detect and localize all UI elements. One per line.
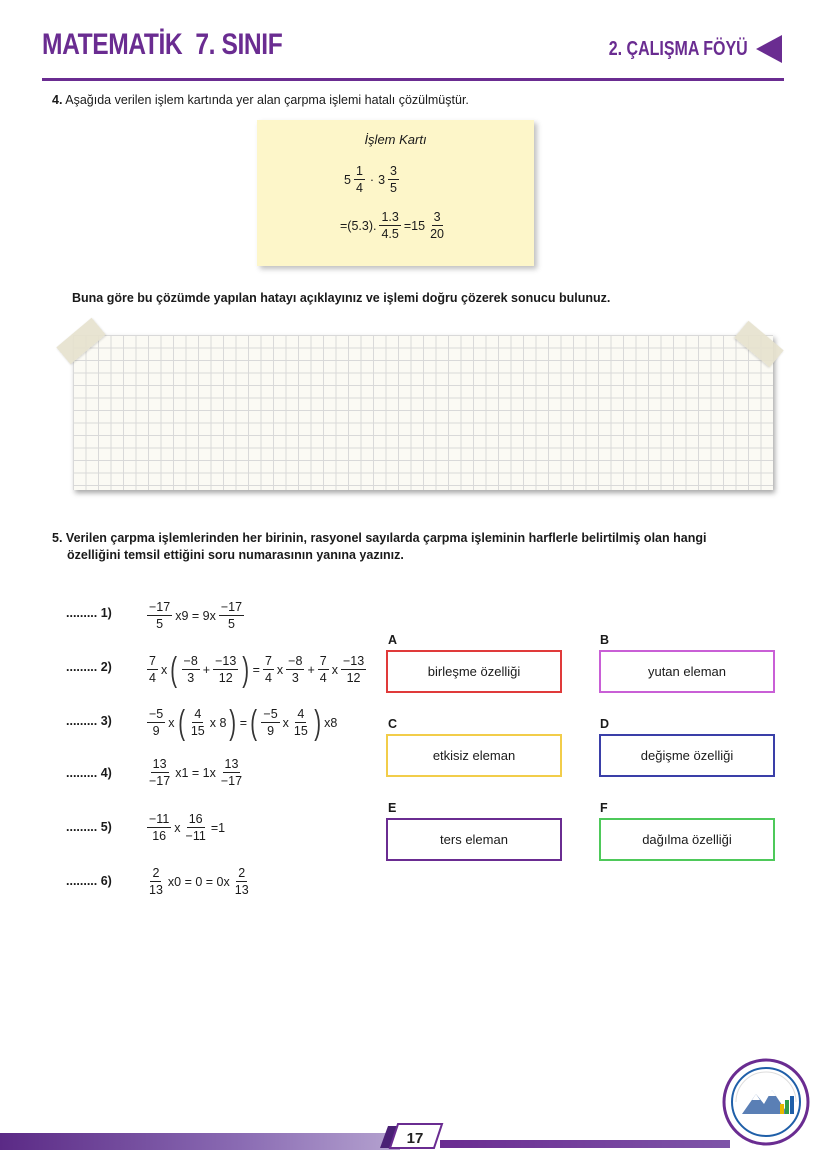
operator: · (369, 172, 375, 187)
fraction: $\frac{1.3}{4.5}$ (381, 210, 399, 241)
item-4-label: ......... 4) (66, 766, 112, 780)
option-f-box: dağılma özelliği (599, 818, 775, 861)
question-5-prompt (52, 530, 706, 564)
item-1-label: ......... 1) (66, 606, 112, 620)
option-d-box: değişme özelliği (599, 734, 775, 777)
question-5-number: 5. (52, 531, 63, 545)
page-number: 17 (406, 1130, 424, 1147)
option-b-letter: B (600, 633, 610, 647)
item-6-expression: $\frac{2}{13}$ x0 = 0 = 0x $\frac{2}{13}$ (149, 866, 249, 897)
option-b-box: yutan eleman (599, 650, 775, 693)
card-line-1 (343, 164, 401, 195)
option-d-letter: D (600, 717, 610, 731)
item-3-label: ......... 3) (66, 714, 112, 728)
item-3-expression: $\frac{-5}{9}$ x ( $\frac{4}{15}$ x 8 ) = ( $\frac{-5}{9}$ x $\frac{4}{15}$ ) x8 (149, 703, 338, 742)
footer-band-right (440, 1140, 730, 1148)
option-a-letter: A (388, 633, 398, 647)
footer-band (0, 1133, 400, 1150)
header-divider (42, 78, 784, 81)
page-number-badge (380, 1122, 450, 1150)
fraction: $\frac{1}{4}$ (355, 164, 363, 195)
question-5-text-2: özelliğini temsil ettiğini soru numarasının yanına yazınız. (67, 548, 404, 562)
expression-result: =15 (403, 218, 426, 233)
fraction: $\frac{3}{20}$ (430, 210, 444, 241)
item-4-expression: $\frac{13}{-17}$ x1 = 1x $\frac{13}{-17}$ (149, 757, 243, 788)
option-c-letter: C (388, 717, 398, 731)
operation-card (257, 120, 534, 266)
question-4-number: 4. (52, 93, 63, 107)
option-e-box: ters eleman (386, 818, 562, 861)
card-title: İşlem Kartı (364, 132, 427, 147)
header-title (42, 28, 282, 62)
subject-title: MATEMATİK (42, 28, 183, 61)
item-2-expression: $\frac{7}{4}$ x ( $\frac{-8}{3}$ + $\frac{-13}{12}$ ) = $\frac{7}{4}$ x $\frac{-8}{3}$ + $\frac{7}{4}$ x $\frac{-13}{12}$ (149, 650, 365, 689)
mixed-whole: 3 (378, 172, 386, 187)
mixed-whole: 5 (344, 172, 351, 187)
option-f-letter: F (600, 801, 608, 815)
answer-grid-area[interactable] (73, 335, 773, 490)
question-4-instruction: Buna göre bu çözümde yapılan hatayı açıklayınız ve işlemi doğru çözerek sonucu bulunuz. (72, 291, 611, 305)
item-1-expression: $\frac{-17}{5}$ x9 = 9x $\frac{-17}{5}$ (149, 600, 243, 631)
sheet-title: 2. ÇALIŞMA FÖYÜ (609, 38, 748, 60)
option-c-box: etkisiz eleman (386, 734, 562, 777)
arrow-left-icon (756, 35, 782, 63)
question-4-prompt (52, 93, 469, 107)
expression-prefix: =(5.3). (340, 218, 377, 233)
question-5-text-1: Verilen çarpma işlemlerinden her birinin, rasyonel sayılarda çarpma işleminin harflerle belirtilmiş olan hangi (65, 531, 707, 545)
question-4-text: Aşağıda verilen işlem kartında yer alan çarpma işlemi hatalı çözülmüştür. (65, 93, 469, 107)
item-6-label: ......... 6) (66, 874, 112, 888)
grade-title: 7. SINIF (195, 28, 283, 61)
item-2-label: ......... 2) (66, 660, 112, 674)
item-5-label: ......... 5) (66, 820, 112, 834)
fraction: $\frac{3}{5}$ (390, 164, 397, 195)
item-5-expression: $\frac{-11}{16}$ x $\frac{16}{-11}$ =1 (149, 812, 226, 843)
card-line-2 (339, 210, 448, 241)
option-e-letter: E (388, 801, 397, 815)
option-a-box: birleşme özelliği (386, 650, 562, 693)
institution-logo (722, 1058, 810, 1146)
